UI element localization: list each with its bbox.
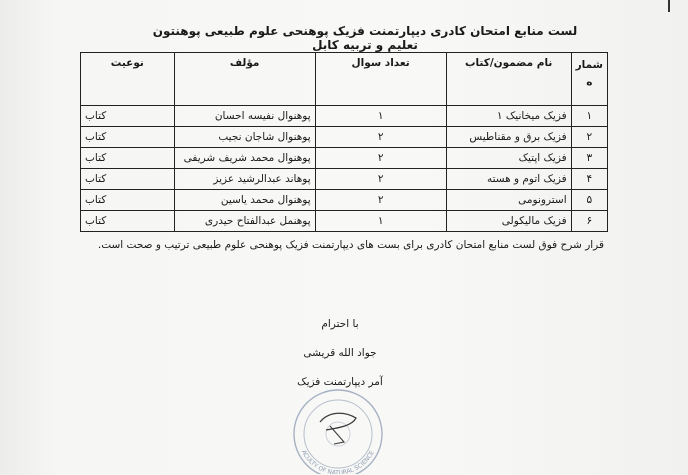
cell-number: ۶ [571,211,607,232]
cell-author: پوهنوال نفیسه احسان [174,106,315,127]
body-paragraph: قرار شرح فوق لست منابع امتحان کادری برای بست های دیپارتمنت فزیک پوهنحی علوم طبیعی ترتیب و صحت است. [97,239,604,251]
table-row [81,127,608,148]
cell-author: پوهنوال محمد شریف شریفی [174,148,315,169]
cell-author: پوهنوال محمد یاسین [174,190,315,211]
header-question-count: تعداد سوال [315,53,446,106]
cell-author: پوهاند عبدالرشید عزیز [174,169,315,190]
cell-question-count: ۲ [315,190,446,211]
header-type: نوعیت [81,53,175,106]
cell-type: کتاب [81,190,175,211]
cell-author: پوهنوال شاجان نجیب [174,127,315,148]
cell-question-count: ۱ [315,106,446,127]
cell-book-title: فزیک اتوم و هسته [446,169,571,190]
seal-inner-ring [304,400,372,468]
cell-book-title: فزیک اپتیک [446,148,571,169]
table-row [81,106,608,127]
cell-book-title: فزیک مالیکولی [446,211,571,232]
sources-table [80,52,608,232]
cell-author: پوهنمل عبدالفتاح حیدری [174,211,315,232]
table-row [81,211,608,232]
cell-type: کتاب [81,148,175,169]
cell-question-count: ۲ [315,127,446,148]
official-seal [286,382,390,474]
cell-number: ۵ [571,190,607,211]
cell-number: ۳ [571,148,607,169]
cell-type: کتاب [81,169,175,190]
cell-book-title: فزیک برق و مقناطیس [446,127,571,148]
signature-stroke [330,426,344,444]
signatory-position: آمر دیپارتمنت فزیک [297,376,383,388]
corner-mark [668,0,670,12]
seal-arc-text: ACULTY OF NATURAL SCIENCE [299,448,376,474]
document-title: لست منابع امتحان کادری دیپارتمنت فزیک پوهنحی علوم طبیعی پوهنتون تعلیم و تربیه کابل [152,24,578,52]
header-number: شمار ه [571,53,607,106]
signatory-name: جواد الله قریشی [303,347,377,359]
table-row [81,190,608,211]
cell-type: کتاب [81,211,175,232]
cell-book-title: استرونومی [446,190,571,211]
cell-number: ۲ [571,127,607,148]
header-author: مؤلف [174,53,315,106]
closing-regards: با احترام [321,318,359,330]
table-row [81,148,608,169]
cell-number: ۴ [571,169,607,190]
cell-type: کتاب [81,127,175,148]
header-book-title: نام مضمون/کتاب [446,53,571,106]
table-row [81,169,608,190]
cell-question-count: ۲ [315,169,446,190]
cell-type: کتاب [81,106,175,127]
cell-question-count: ۲ [315,148,446,169]
cell-number: ۱ [571,106,607,127]
cell-book-title: فزیک میخانیک ۱ [446,106,571,127]
cell-question-count: ۱ [315,211,446,232]
table-header-row [81,53,608,106]
